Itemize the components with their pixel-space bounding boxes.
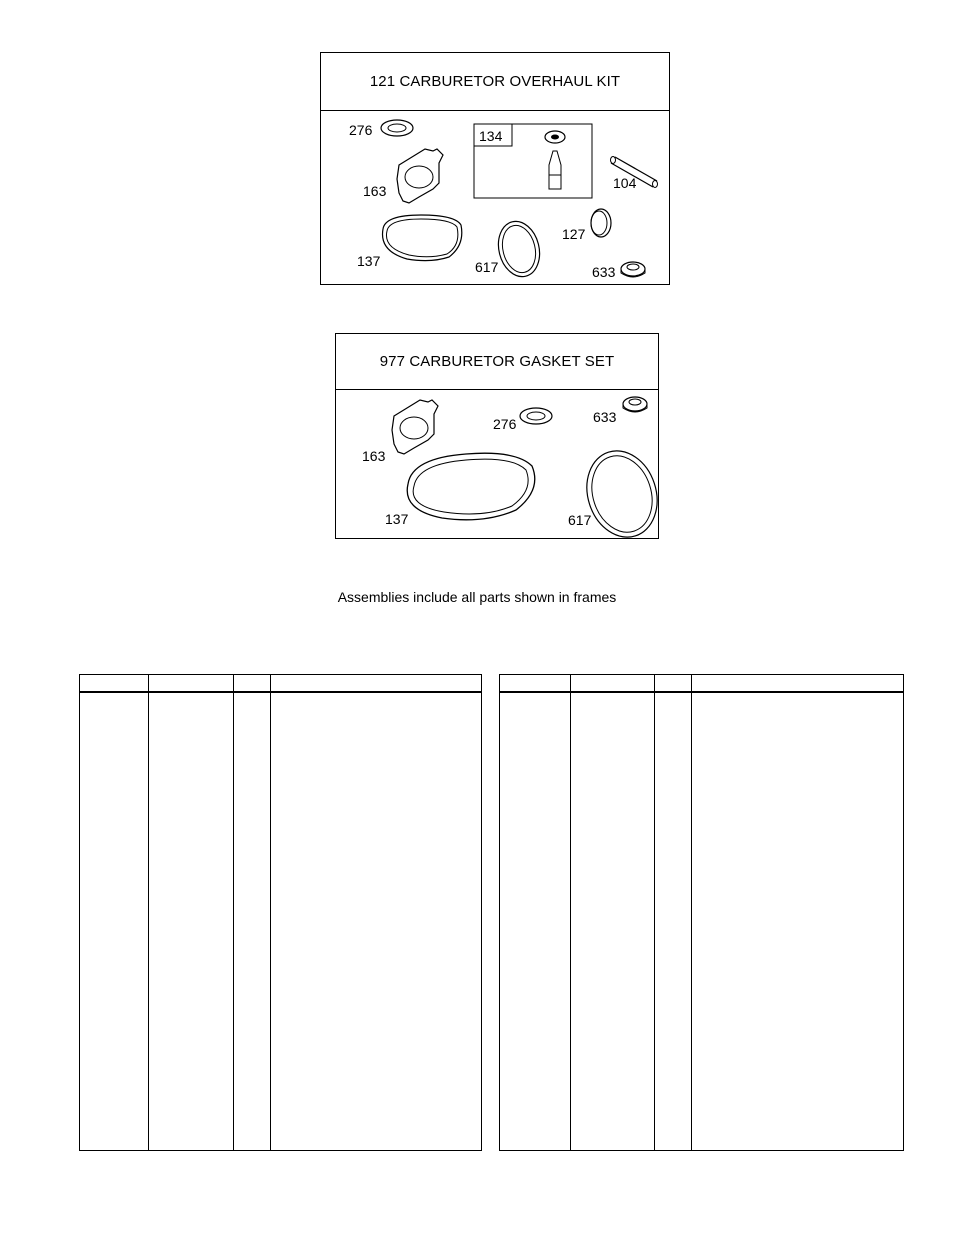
- oring-617-part: [576, 442, 668, 547]
- label-163: 163: [362, 448, 386, 464]
- gasket-set-diagram: [336, 334, 660, 540]
- label-134: 134: [479, 128, 503, 144]
- washer-276-part: [520, 408, 552, 424]
- plug-127-part: [591, 209, 611, 237]
- table-header-divider: [80, 691, 481, 693]
- label-127: 127: [562, 226, 586, 242]
- label-633: 633: [593, 409, 617, 425]
- ring-137-part: [383, 215, 462, 261]
- table-column-divider: [270, 675, 271, 1150]
- table-column-divider: [691, 675, 692, 1150]
- table-header-divider: [500, 691, 903, 693]
- table-column-divider: [148, 675, 149, 1150]
- table-column-divider: [570, 675, 571, 1150]
- washer-633-part: [623, 397, 647, 412]
- washer-633-part: [621, 262, 645, 277]
- label-163: 163: [363, 183, 387, 199]
- gasket-set-title: 977 CARBURETOR GASKET SET: [336, 334, 658, 390]
- label-617: 617: [475, 259, 499, 275]
- assemblies-note: Assemblies include all parts shown in frames: [337, 589, 617, 605]
- washer-276-part: [381, 120, 413, 136]
- ring-137-part: [407, 453, 535, 520]
- label-633: 633: [592, 264, 616, 280]
- table-column-divider: [233, 675, 234, 1150]
- table-column-divider: [654, 675, 655, 1150]
- gasket-set-frame: [335, 333, 659, 539]
- label-276: 276: [349, 122, 373, 138]
- overhaul-kit-title: 121 CARBURETOR OVERHAUL KIT: [321, 53, 669, 111]
- gasket-163-part: [397, 149, 443, 203]
- label-276: 276: [493, 416, 517, 432]
- label-137: 137: [385, 511, 409, 527]
- label-617: 617: [568, 512, 592, 528]
- overhaul-kit-diagram: [321, 53, 671, 286]
- overhaul-kit-frame: [320, 52, 670, 285]
- label-104: 104: [613, 175, 637, 191]
- gasket-163-part: [392, 400, 438, 454]
- parts-table-right: [499, 674, 904, 1151]
- parts-table-left: [79, 674, 482, 1151]
- oring-617-part: [493, 217, 545, 281]
- label-137: 137: [357, 253, 381, 269]
